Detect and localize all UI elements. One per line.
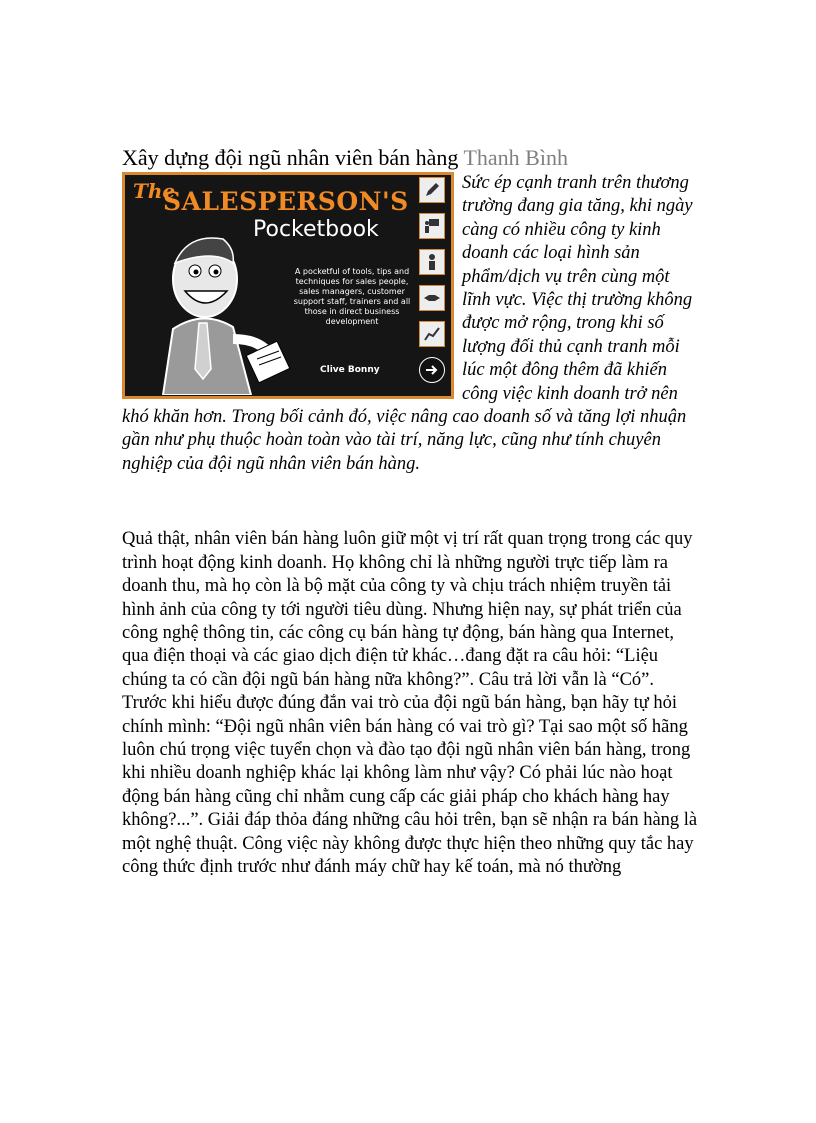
article-content	[122, 172, 702, 879]
body-paragraph: Quả thật, nhân viên bán hàng luôn giữ một vị trí rất quan trọng trong các quy trình hoạt động kinh doanh. Họ không chỉ là những người trực tiếp làm ra doanh thu, mà họ còn là bộ mặt của công ty và chịu trách nhiệm truyền tải hình ảnh của công ty tới người tiêu dùng. Nhưng hiện nay, sự phát triển của công nghệ thông tin, các công cụ bán hàng tự động, bán hàng qua Internet, qua điện thoại và các giao dịch điện tử khác…đang đặt ra câu hỏi: “Liệu chúng ta có cần đội ngũ bán hàng nữa không?”. Câu trả lời vẫn là “Có”. Trước khi hiểu được đúng đắn vai trò của đội ngũ bán hàng, bạn hãy tự hỏi chính mình: “Đội ngũ nhân viên bán hàng có vai trò gì? Tại sao một số hãng luôn chú trọng việc tuyển chọn và đào tạo đội ngũ nhân viên bán hàng, trong khi nhiều doanh nghiệp khác lại không làm như vậy? Có phải lúc nào hoạt động bán hàng cũng chỉ nhằm cung cấp các giải pháp cho khách hàng hay không?...”. Giải đáp thỏa đáng những câu hỏi trên, bạn sẽ nhận ra bán hàng là một nghệ thuật. Công việc này không được thực hiện theo những quy tắc hay công thức định trước như đánh máy chữ hay kế toán, mà nó thường	[122, 529, 698, 877]
title-text: Xây dựng đội ngũ nhân viên bán hàng	[122, 145, 459, 170]
person-icon	[419, 249, 445, 275]
arrow-right-icon	[419, 357, 445, 383]
author-name: Thanh Bình	[463, 145, 568, 170]
cover-title-main: SALESPERSON'S	[163, 187, 409, 216]
lead-paragraph: Sức ép cạnh tranh trên thương trường đang gia tăng, khi ngày càng có nhiều công ty kinh doanh các loại hình sản phẩm/dịch vụ trên cùng một lĩnh vực. Việc thị trường không được mở rộng, trong khi số lượng đối thủ cạnh tranh mỗi lúc một đông thêm đã khiến công việc kinh doanh trở nên khó khăn hơn. Trong bối cảnh đó, việc nâng cao doanh số và tăng lợi nhuận gần như phụ thuộc hoàn toàn vào tài trí, năng lực, cũng như tính chuyên nghiệp của đội ngũ nhân viên bán hàng.	[122, 173, 693, 474]
cover-title-the: The	[133, 179, 176, 203]
salesman-cartoon-icon	[133, 219, 293, 395]
cover-author: Clive Bonny	[320, 365, 380, 375]
chart-icon	[419, 321, 445, 347]
document-title	[122, 145, 568, 171]
cover-title-sub: Pocketbook	[253, 217, 379, 242]
book-cover-image	[122, 172, 454, 399]
cover-blurb: A pocketful of tools, tips and techniques for sales people, sales managers, customer support staff, trainers and all those in direct business development	[293, 267, 411, 326]
pencil-icon	[419, 177, 445, 203]
presentation-icon	[419, 213, 445, 239]
cover-icon-strip	[419, 177, 447, 393]
handshake-icon	[419, 285, 445, 311]
